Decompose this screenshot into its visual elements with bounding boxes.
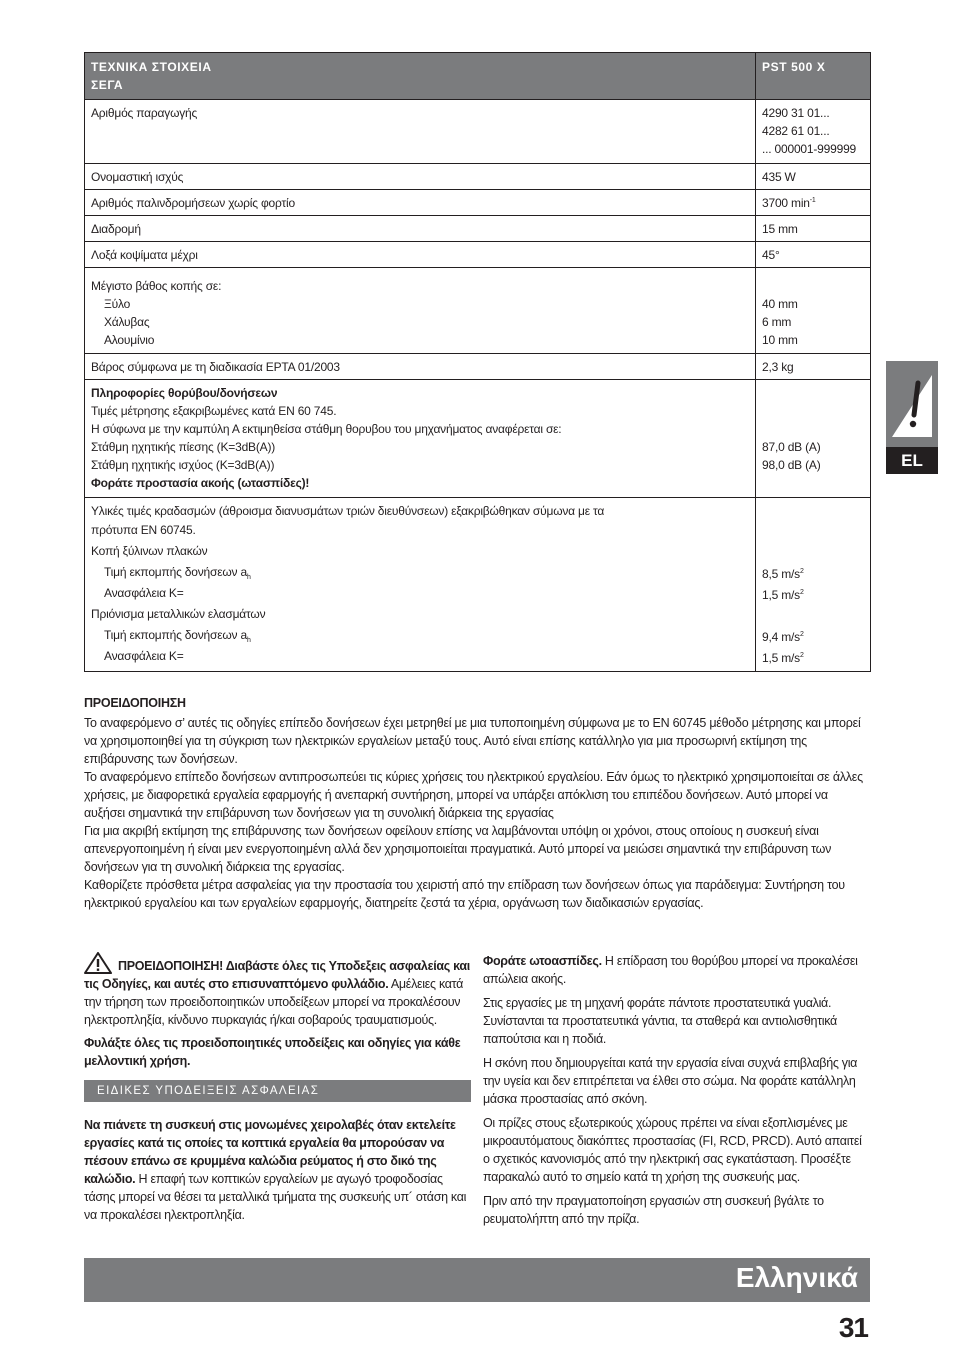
safety-left-column <box>84 952 471 1229</box>
table-row: Υλικές τιμές κραδασμών (άθροισμα διανυσμάτων τριών διευθύνσεων) εξακριβώθηκαν σύμωνα με τα πρότυπα EN 60745. Κοπή ξύλινων πλακών Τιμή εκπομπής δονήσεων $a_h$ Ανασφάλεια K= Πριόνισμα μεταλλικών ελασμάτων Τιμή εκπομπής δονήσεων $a_h$ Ανασφάλεια K= 8,5 $m/s^2$ 1,5 $m/s^2$ 9,4 $m/s^2$ 1,5 $m/s^2$ <box>85 498 871 672</box>
technical-data-table <box>84 52 871 672</box>
header-model: PST 500 X <box>756 53 871 100</box>
language-name: Ελληνικά <box>735 1262 858 1293</box>
table-row: Αριθμός παραγωγής 4290 31 01... 4282 61 01... ... 000001-999999 <box>85 100 871 164</box>
safety-right-column <box>483 952 870 1234</box>
safety-paragraph: Οι πρίζες στους εξωτερικούς χώρους πρέπει να είναι εξοπλισμένες με μικροαυτόματους διακόπτες προστασίας (FI, RCD, PRCD). Αυτό απαιτεί ο σχετικός κανονισμός από την ηλεκτρική σας εγκατάσταση. Προσέξτε παρακαλώ αυτό το σημείο κατά τη χρήση της συσκευής μας. <box>483 1116 862 1184</box>
table-row: Ονομαστική ισχύς 435 W <box>85 164 871 190</box>
language-footer-bar <box>84 1258 870 1302</box>
language-code: EL <box>886 447 938 474</box>
table-row: Βάρος σύμφωνα με τη διαδικασία EPTA 01/2003 2,3 kg <box>85 354 871 380</box>
keep-instructions: Φυλάξτε όλες τις προειδοποιητικές υποδείξεις και οδηγίες για κάθε μελλοντική χρήση. <box>84 1036 461 1068</box>
language-side-tab <box>886 361 938 474</box>
warning-triangle-icon <box>84 952 112 974</box>
warning-paragraph: Το αναφερόμενο σ’ αυτές τις οδηγίες επίπεδο δονήσεων έχει μετρηθεί με μια τυποποιημένη σύμφωνα με το EN 60745 μέθοδο μέτρησης και μπορεί να χρησιμοποιηθεί για τη σύγκριση των ηλεκτρικών εργαλείων μεταξύ τους. Αυτό είναι επίσης κατάλληλο για μια προσωρινή εκτίμηση της επιβάρυνσης των δονήσεων. <box>84 716 861 766</box>
safety-paragraph: Φοράτε ωτοασπίδες. Η επίδραση του θορύβου μπορεί να προκαλέσει απώλεια ακοής. <box>483 954 858 986</box>
insulated-grip-note: Να πιάνετε τη συσκευή στις μονωμένες χειρολαβές όταν εκτελείτε εργασίες κατά τις οποίες τα κοπτικά εργαλεία θα μπορούσαν να πέσουν επάνω σε κρυμμένα καλώδια ρεύματος ή στο δικό της καλώδιο. Η επαφή των κοπτικών εργαλείων με αγωγό τροφοδοσίας τάσης μπορεί να θέσει τα μεταλλικά τμήματα της συσκευής υπ´ οτάση και να προκαλέσει ηλεκτροπληξία. <box>84 1118 467 1222</box>
table-row: Λοξά κοψίματα μέχρι 45° <box>85 242 871 268</box>
table-row: Διαδρομή 15 mm <box>85 216 871 242</box>
table-header-row <box>85 53 871 100</box>
side-tab-icon-box <box>886 361 938 447</box>
section-title-bar: ΕΙΔΙΚΕΣ ΥΠΟΔΕΙΞΕΙΣ ΑΣΦΑΛΕΙΑΣ <box>84 1080 471 1102</box>
table-row: Πληροφορίες θορύβου/δονήσεων Τιμές μέτρησης εξακριβωμένες κατά EN 60 745. Η σύφωνα με την καμπύλη Α εκτιμηθείσα στάθμη θορυβου του μηχανήματος αναφέρεται σε: Στάθμη ηχητικής πίεσης (K=3dB(A)) Στάθμη ηχητικής ισχύος (K=3dB(A)) Φοράτε προστασία ακοής (ωτασπίδες)! 87,0 dB (A) 98,0 dB (A) <box>85 380 871 498</box>
safety-paragraph: Πριν από την πραγματοποίηση εργασιών στη συσκευή βγάλτε το ρευματολήπτη από την πρίζα. <box>483 1194 824 1226</box>
table-row: Αριθμός παλινδρομήσεων χωρίς φορτίο 3700 $\min^{-1}$ <box>85 190 871 216</box>
warning-paragraph: Το αναφερόμενο επίπεδο δονήσεων αντιπροσωπεύει τις κύριες χρήσεις του ηλεκτρικού εργαλείου. Εάν όμως το ηλεκτρικό χρησιμοποιείται σε άλλες χρήσεις, με διαφορετικά εργαλεία εφαρμογής ή ανεπαρκή συντήρηση, μπορεί να υπάρξει απόκλιση του επιπέδου δονήσεων. Αυτό μπορεί να αυξήσει σημαντικά την επιβάρυνση των δονήσεων για τη συνολική διάρκεια της εργασίας <box>84 770 863 820</box>
warning-paragraph: Για μια ακριβή εκτίμηση της επιβάρυνσης των δονήσεων οφείλουν επίσης να λαμβάνονται υπόψη οι χρόνοι, στους οποίους η συσκευή είναι απενεργοποιημένη ή είναι μεν ενεργοποιημένη αλλά δεν χρησιμοποιείται πραγματικά. Αυτό μπορεί να μειώσει σημαντικά την επιβάρυνση των δονήσεων για τη συνολική διάρκεια της εργασίας. <box>84 824 832 874</box>
safety-paragraph: Η σκόνη που δημιουργείται κατά την εργασία είναι συχνά επιβλαβής για την υγεία και δεν επιτρέπεται να έλθει στο σώμα. Να φοράτε κατάλληλη μάσκα προστασίας από σκόνη. <box>483 1056 858 1106</box>
general-warning: ΠΡΟΕΙΔΟΠΟΙΗΣΗ! Διαβάστε όλες τις Υποδεξεις ασφαλείας και τις Οδηγίες, και αυτές στο επισυναπτόμενο φυλλάδιο. Αμέλειες κατά την τήρηση των προειδοποιητικών υποδείξεων μπορεί να προκαλέσουν ηλεκτροπληξία, κίνδυνο πυρκαγιάς ή/και σοβαρούς τραυματισμούς. <box>84 952 471 1029</box>
vibration-warning <box>84 694 870 912</box>
header-label: ΤΕΧΝΙΚΑ ΣΤΟΙΧΕΙΑ ΣΕΓΑ <box>85 53 756 100</box>
page-number: 31 <box>838 1312 868 1343</box>
warning-paragraph: Καθορίζετε πρόσθετα μέτρα ασφαλείας για την προστασία του χειριστή από την επίδραση των δονήσεων όπως για παράδειγμα: Συντήρηση του ηλεκτρικού εργαλείου και των εργαλείων εφαρμογής, διατηρείτε ζεστά τα χέρια, οργάνωση των διαδικασιών εργασίας. <box>84 878 845 910</box>
warning-title: ΠΡΟΕΙΔΟΠΟΙΗΣΗ <box>84 696 186 710</box>
warning-exclamation-icon <box>886 361 938 447</box>
safety-paragraph: Στις εργασίες με τη μηχανή φοράτε πάντοτε προστατευτικά γυαλιά. Συνίστανται τα προστατευτικά γάντια, τα σταθερά και αντιολισθητικά παπούτσια και η ποδιά. <box>483 996 837 1046</box>
table-row: Μέγιστο βάθος κοπής σε: Ξύλο Χάλυβας Αλουμίνιο 40 mm 6 mm 10 mm <box>85 268 871 354</box>
